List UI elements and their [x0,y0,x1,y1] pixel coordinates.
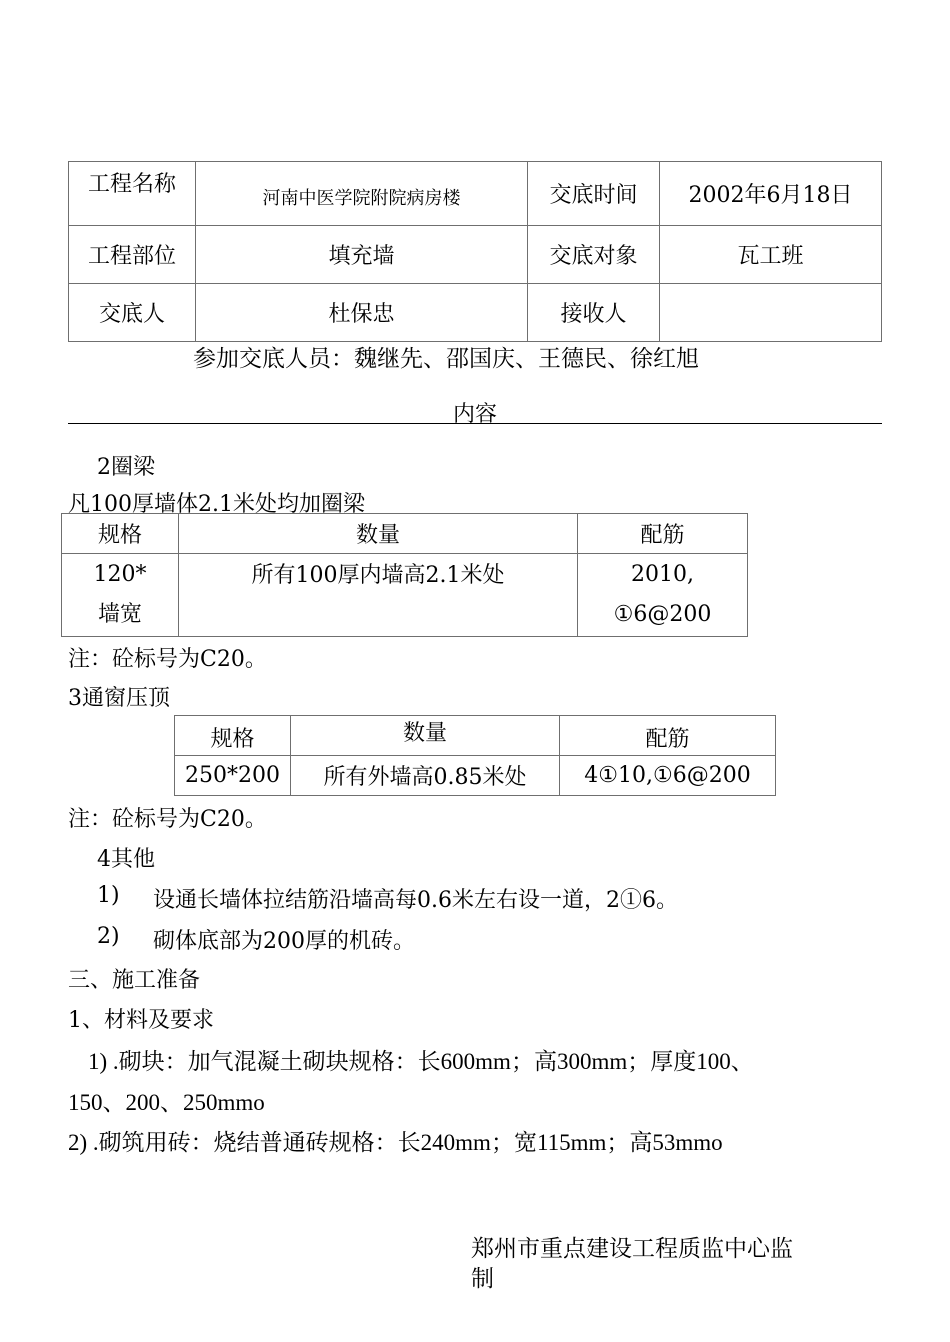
prep-title: 三、施工准备 [68,968,201,993]
project-name-value: 河南中医学院附院病房楼 [196,162,528,226]
content-heading: 内容 [453,402,498,427]
col-header-rebar: 配筋 [578,514,748,554]
rebar-line2: ①6@200 [613,602,712,627]
table-row-qty: 所有外墙高0.85米处 [291,756,560,796]
location-value: 填充墙 [196,226,528,284]
header-info-table [68,161,882,342]
target-label: 交底对象 [528,226,660,284]
rebar-line1: 2010, [631,562,694,587]
section2-note: 注：砼标号为C20。 [68,647,267,672]
prep-item2: 2) .砌筑用砖：烧结普通砖规格：长240mm；宽115mm；高53mmo [68,1130,723,1155]
participants: 参加交底人员：魏继先、邵国庆、王德民、徐红旭 [193,346,699,372]
prep-item1-line1: 1) .砌块：加气混凝土砌块规格：长600mm；高300mm；厚度100、 [88,1049,754,1074]
col-header-spec: 规格 [62,514,179,554]
list-item-num: 1) [97,883,120,908]
location-label: 工程部位 [69,226,196,284]
prep-subtitle: 1、材料及要求 [68,1008,214,1033]
project-name-label: 工程名称 [69,162,196,226]
section3-note: 注：砼标号为C20。 [68,807,267,832]
content-divider [68,423,882,424]
window-coping-table [174,715,776,796]
spec-line2: 墙宽 [97,602,142,627]
table-row-qty: 所有100厚内墙高2.1米处 [179,554,578,637]
col-header-spec: 规格 [175,716,291,756]
receiver-value [660,284,882,342]
spec-line1: 120* [93,562,147,587]
list-item-num: 2) [97,924,120,949]
presenter-value: 杜保忠 [196,284,528,342]
table-row-rebar [578,554,748,637]
list-item-text: 砌体底部为200厚的机砖。 [153,929,415,954]
time-label: 交底时间 [528,162,660,226]
section2-title: 2圈梁 [97,455,155,480]
footer-line1: 郑州市重点建设工程质监中心监 [471,1236,793,1262]
time-value: 2002年6月18日 [660,162,882,226]
table-row-spec: 250*200 [175,756,291,796]
table-row-spec [62,554,179,637]
table-row-rebar: 4①10,①6@200 [560,756,776,796]
list-item-text: 设通长墙体拉结筋沿墙高每0.6米左右设一道，2①6。 [153,888,678,913]
receiver-label: 接收人 [528,284,660,342]
section4-title: 4其他 [97,847,155,872]
ring-beam-table [61,513,748,637]
footer-line2: 制 [471,1266,494,1292]
col-header-qty: 数量 [179,514,578,554]
target-value: 瓦工班 [660,226,882,284]
presenter-label: 交底人 [69,284,196,342]
prep-item1-line2: 150、200、250mmo [68,1090,265,1115]
section3-title: 3通窗压顶 [68,686,170,711]
col-header-rebar: 配筋 [560,716,776,756]
col-header-qty: 数量 [291,716,560,756]
section2-desc: 凡100厚墙体2.1米处均加圈梁 [68,492,365,517]
